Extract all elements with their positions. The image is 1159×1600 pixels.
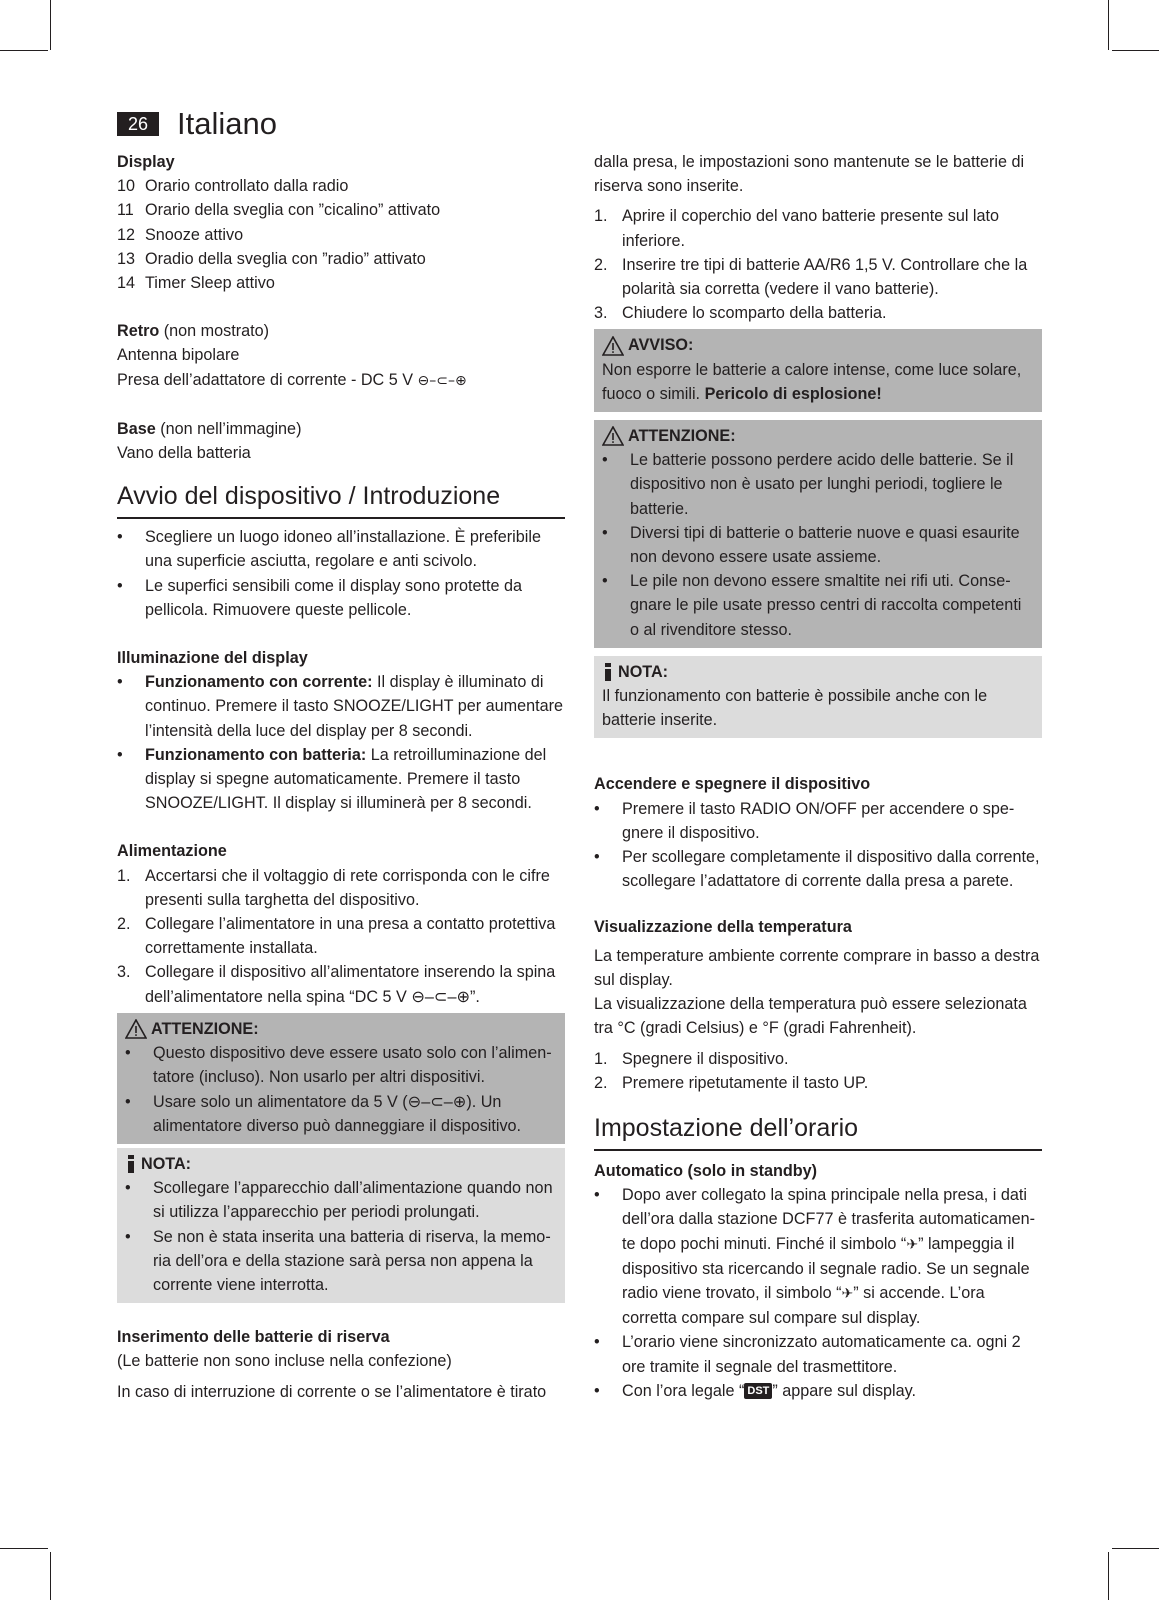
list-item: 2. Inserire tre tipi di batterie AA/R6 1,5 V. Controllare che la polarità sia corretta (vedere il vano batterie).	[594, 255, 1028, 299]
nota-text-2: Il funzionamento con batterie è possibile anche con le batterie inserite.	[602, 687, 988, 730]
list-item: • Le superfici sensibili come il display sono protette da pellicola. Rimuovere queste pellicole.	[117, 576, 523, 619]
avvio-list	[117, 525, 565, 622]
alimentazione-steps	[117, 864, 565, 1009]
attenzione-list	[125, 1041, 557, 1138]
list-item: 2. Premere ripetutamente il tasto UP.	[594, 1073, 869, 1092]
list-item: 1. Accertarsi che il voltaggio di rete corrisponda con le cifre presenti sulla targhetta del dispositivo.	[117, 866, 550, 909]
warning-icon	[125, 1019, 147, 1039]
left-column	[117, 150, 565, 1404]
list-item: • Le pile non devono essere smaltite nei rifi uti. Consegnare le pile usate presso centri di raccolta competenti o al rivenditore stesso.	[602, 572, 1022, 639]
list-item: 3. Chiudere lo scomparto della batteria.	[594, 304, 887, 323]
base-line	[117, 417, 565, 441]
temperatura-text-1: La temperature ambiente corrente comprare in basso a destra sul display.	[594, 946, 1040, 989]
base-note: (non nell’immagine)	[155, 419, 302, 438]
temperatura-title: Visualizzazione della temperatura	[594, 918, 852, 937]
inserimento-title: Inserimento delle batterie di riserva	[117, 1328, 390, 1347]
avviso-box	[594, 329, 1042, 412]
nota-box-2	[594, 656, 1042, 739]
list-item: • Dopo aver collegato la spina principale nella presa, i dati dell’ora dalla stazione DCF77 è trasferita automaticamente dopo pochi minuti. Finché il simbolo “✈” lampeggia il dispositivo sta ricercando il segnale radio. Se un segnale radio viene trovato, il simbolo “✈” si accende. L’ora corretta compare sul compare sul display.	[594, 1186, 1035, 1328]
info-icon	[602, 662, 614, 682]
list-item: • Scegliere un luogo idoneo all’installazione. È preferibile una superficie asciutta, regolare e anti scivolo.	[117, 528, 541, 571]
list-item: 14 Timer Sleep attivo	[117, 274, 275, 293]
base-title: Base	[117, 419, 156, 438]
crop-mark	[1112, 1548, 1159, 1549]
continued-text: dalla presa, le impostazioni sono mantenute se le batterie di riserva sono inserite.	[594, 153, 1025, 196]
list-item: 3. Collegare il dispositivo all’alimentatore inserendo la spina dell’alimentatore nella spina “DC 5 V ⊖–⊂–⊕”.	[117, 963, 556, 1006]
attenzione-list-2	[602, 448, 1034, 642]
list-item: • L’orario viene sincronizzato automaticamente ca. ogni 2 ore tramite il segnale del trasmettitore.	[594, 1333, 1021, 1376]
nota-title-2: NOTA:	[602, 660, 1034, 684]
orario-list	[594, 1183, 1042, 1403]
attenzione-box-2	[594, 420, 1042, 648]
attenzione-title-2: ATTENZIONE:	[602, 424, 1034, 448]
polarity-icon: ⊖–⊂–⊕	[417, 372, 467, 389]
info-icon	[125, 1154, 137, 1174]
attenzione-box	[117, 1013, 565, 1144]
crop-mark	[1108, 0, 1109, 50]
nota-box	[117, 1148, 565, 1303]
retro-line	[117, 319, 565, 343]
attenzione-title: ATTENZIONE:	[125, 1017, 557, 1041]
inserimento-subtitle: (Le batterie non sono incluse nella confezione)	[117, 1352, 452, 1371]
accendere-title: Accendere e spegnere il dispositivo	[594, 775, 871, 794]
list-item: • Per scollegare completamente il dispositivo dalla corrente, scollegare l’adattatore di corrente dalla presa a parete.	[594, 848, 1040, 891]
warning-icon	[602, 426, 624, 446]
list-item: • Questo dispositivo deve essere usato solo con l’alimentatore (incluso). Non usarlo per altri dispositivi.	[125, 1044, 552, 1087]
crop-mark	[50, 1552, 51, 1600]
list-item: • Se non è stata inserita una batteria di riserva, la memoria dell’ora e della stazione sarà persa non appena la corrente viene interrotta.	[125, 1227, 551, 1294]
automatico-title: Automatico (solo in standby)	[594, 1161, 818, 1180]
page-number: 26	[117, 112, 159, 136]
display-list	[117, 174, 565, 295]
right-column	[594, 150, 1042, 1403]
base-line-1: Vano della batteria	[117, 444, 251, 463]
list-item: • Diversi tipi di batterie o batterie nuove e quasi esaurite non devono essere usate assieme.	[602, 523, 1020, 567]
list-item: 1. Aprire il coperchio del vano batterie presente sul lato inferiore.	[594, 207, 1000, 250]
crop-mark	[0, 1548, 48, 1549]
nota-title: NOTA:	[125, 1152, 557, 1176]
crop-mark	[50, 0, 51, 50]
section-heading-orario: Impostazione dell’orario	[594, 1111, 1042, 1151]
list-item: • Scollegare l’apparecchio dall’alimentazione quando non si utilizza l’apparecchio per periodi prolungati.	[125, 1179, 553, 1222]
warning-icon	[602, 336, 624, 356]
list-item: 2. Collegare l’alimentatore in una presa a contatto protettiva correttamente installata.	[117, 915, 556, 958]
crop-mark	[0, 50, 48, 51]
retro-note: (non mostrato)	[159, 322, 270, 341]
dst-icon: DST	[744, 1383, 772, 1399]
list-item: • Funzionamento con corrente: Il display è illuminato di continuo. Premere il tasto SNOOZE/LIGHT per aumentare l’intensità della luce del display per 8 secondi.	[117, 673, 564, 740]
crop-mark	[1112, 50, 1159, 51]
list-item: • Funzionamento con batteria: La retroilluminazione del display si spegne automaticamente. Premere il tasto SNOOZE/LIGHT. Il display si illuminerà per 8 secondi.	[117, 745, 547, 813]
list-item: • Usare solo un alimentatore da 5 V (⊖–⊂–⊕). Un alimentatore diverso può danneggiare il dispositivo.	[125, 1092, 522, 1135]
list-item: 11 Orario della sveglia con ”cicalino” attivato	[117, 201, 441, 220]
illuminazione-title: Illuminazione del display	[117, 649, 308, 668]
list-item: • Premere il tasto RADIO ON/OFF per accendere o spegnere il dispositivo.	[594, 799, 1015, 842]
temperatura-steps	[594, 1047, 1042, 1095]
page-title: Italiano	[177, 106, 277, 141]
list-item: 10 Orario controllato dalla radio	[117, 177, 349, 196]
crop-mark	[1108, 1552, 1109, 1600]
list-item: 1. Spegnere il dispositivo.	[594, 1049, 789, 1068]
avviso-text: Non esporre le batterie a calore intense, come luce solare, fuoco o simili. Pericolo di esplosione!	[602, 360, 1022, 403]
radio-signal-icon: ✈	[906, 1236, 919, 1253]
temperatura-text-2: La visualizzazione della temperatura può essere selezionata tra °C (gradi Celsius) e °F (gradi Fahrenheit).	[594, 995, 1027, 1038]
nota-list	[125, 1176, 557, 1297]
radio-signal-icon: ✈	[841, 1285, 854, 1302]
retro-line-2: Presa dell’adattatore di corrente - DC 5 V ⊖–⊂–⊕	[117, 370, 467, 389]
alimentazione-title: Alimentazione	[117, 842, 227, 861]
inserimento-text: In caso di interruzione di corrente o se l’alimentatore è tirato	[117, 1382, 547, 1401]
display-title: Display	[117, 153, 175, 171]
avviso-title: AVVISO:	[602, 333, 1034, 357]
retro-line-1: Antenna bipolare	[117, 346, 240, 365]
list-item: 13 Oradio della sveglia con ”radio” attivato	[117, 249, 426, 268]
accendere-list	[594, 797, 1042, 894]
section-heading-avvio: Avvio del dispositivo / Introduzione	[117, 479, 565, 519]
illuminazione-list	[117, 670, 565, 815]
list-item: 12 Snooze attivo	[117, 225, 244, 244]
list-item: • Con l’ora legale “ DST ” appare sul display.	[594, 1381, 917, 1400]
list-item: • Le batterie possono perdere acido delle batterie. Se il dispositivo non è usato per lunghi periodi, togliere le batterie.	[602, 451, 1014, 518]
retro-title: Retro	[117, 322, 160, 341]
battery-steps	[594, 204, 1042, 325]
